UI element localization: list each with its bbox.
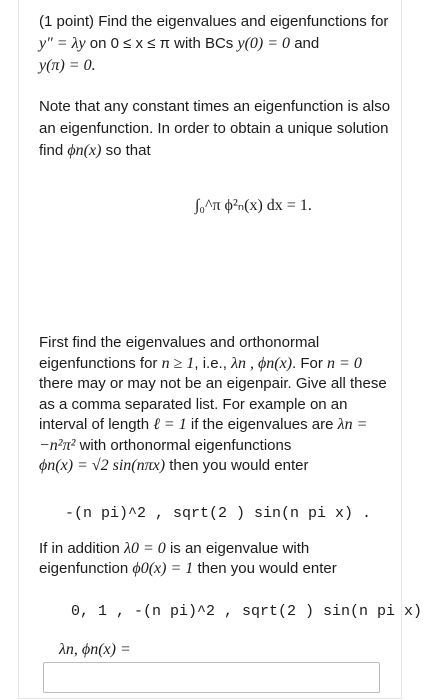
bcs-prefix: with BCs xyxy=(174,35,234,52)
points-label: (1 point) xyxy=(39,13,95,30)
first-find-text: First find the eigenvalues and orthonormal eigenfunctions for xyxy=(39,334,320,372)
so-that-text: so that xyxy=(105,142,151,159)
problem-card xyxy=(18,0,423,699)
n-ge-1: n ≥ 1 xyxy=(161,354,195,372)
problem-statement-line3 xyxy=(39,56,391,76)
note-text: Note that any constant times an eigenfunction is also an eigenfunction. In order to obtain a unique solution find xyxy=(39,98,391,159)
for-text: . For xyxy=(292,354,323,372)
phi0-eq1: ϕ0(x) = 1 xyxy=(132,560,194,577)
phi-n-label: ϕn(x) xyxy=(67,142,102,159)
problem-statement-line2: y″ = λy on 0 ≤ x ≤ π with BCs y(0) = 0 and xyxy=(39,35,320,52)
intro-text: Find the eigenvalues and eigenfunctions for xyxy=(98,13,389,30)
example1-line xyxy=(65,503,417,524)
then-enter-text: then you would enter xyxy=(169,457,309,474)
there-may-text: there may or may not be an eigenpair. Give all these as a comma separated list. For example on an interval of length xyxy=(39,375,387,433)
domain-text: on 0 ≤ x ≤ π xyxy=(89,35,170,52)
example2-code: 0, 1 , -(n pi)^2 , sqrt(2 ) sin(n pi x) xyxy=(71,603,423,620)
addition-paragraph xyxy=(39,539,391,579)
answer-input[interactable] xyxy=(43,662,380,693)
lambda0-eq0: λ0 = 0 xyxy=(124,540,166,557)
is-eigen-text: is an eigenvalue with xyxy=(169,540,310,557)
ie-text: , i.e., xyxy=(194,354,227,372)
lambda-phi-n: λn , ϕn(x) xyxy=(231,354,293,372)
example1-code: -(n pi)^2 , sqrt(2 ) sin(n pi x) . xyxy=(65,505,372,522)
integral-equation: ∫₀^π ϕ²ₙ(x) dx = 1. xyxy=(195,197,312,214)
eigenfunction-text: eigenfunction xyxy=(39,560,129,577)
if-addition-text: If in addition xyxy=(39,540,120,557)
with-ortho-text: with orthonormal eigenfunctions xyxy=(79,436,292,454)
bc2: y(π) = 0. xyxy=(39,57,96,74)
instructions-paragraph xyxy=(39,333,391,477)
ode-equation: y″ = λy xyxy=(39,35,86,52)
lambda-n-eq: λn = −n²π² xyxy=(39,416,368,454)
problem-statement xyxy=(39,12,391,32)
answer-label-line xyxy=(59,640,411,660)
phi-n-eq: ϕn(x) = √2 sin(nπx) xyxy=(39,457,166,474)
example2-line xyxy=(71,601,423,622)
then-enter2-text: then you would enter xyxy=(197,560,337,577)
note-paragraph xyxy=(39,96,391,162)
n-eq-0: n = 0 xyxy=(327,354,362,372)
answer-label: λn, ϕn(x) = xyxy=(59,641,131,658)
bc1: y(0) = 0 xyxy=(237,35,291,52)
normalization-integral xyxy=(195,195,312,215)
ell-eq-1: ℓ = 1 xyxy=(153,416,187,433)
if-eigen-text: if the eigenvalues are xyxy=(190,416,334,433)
